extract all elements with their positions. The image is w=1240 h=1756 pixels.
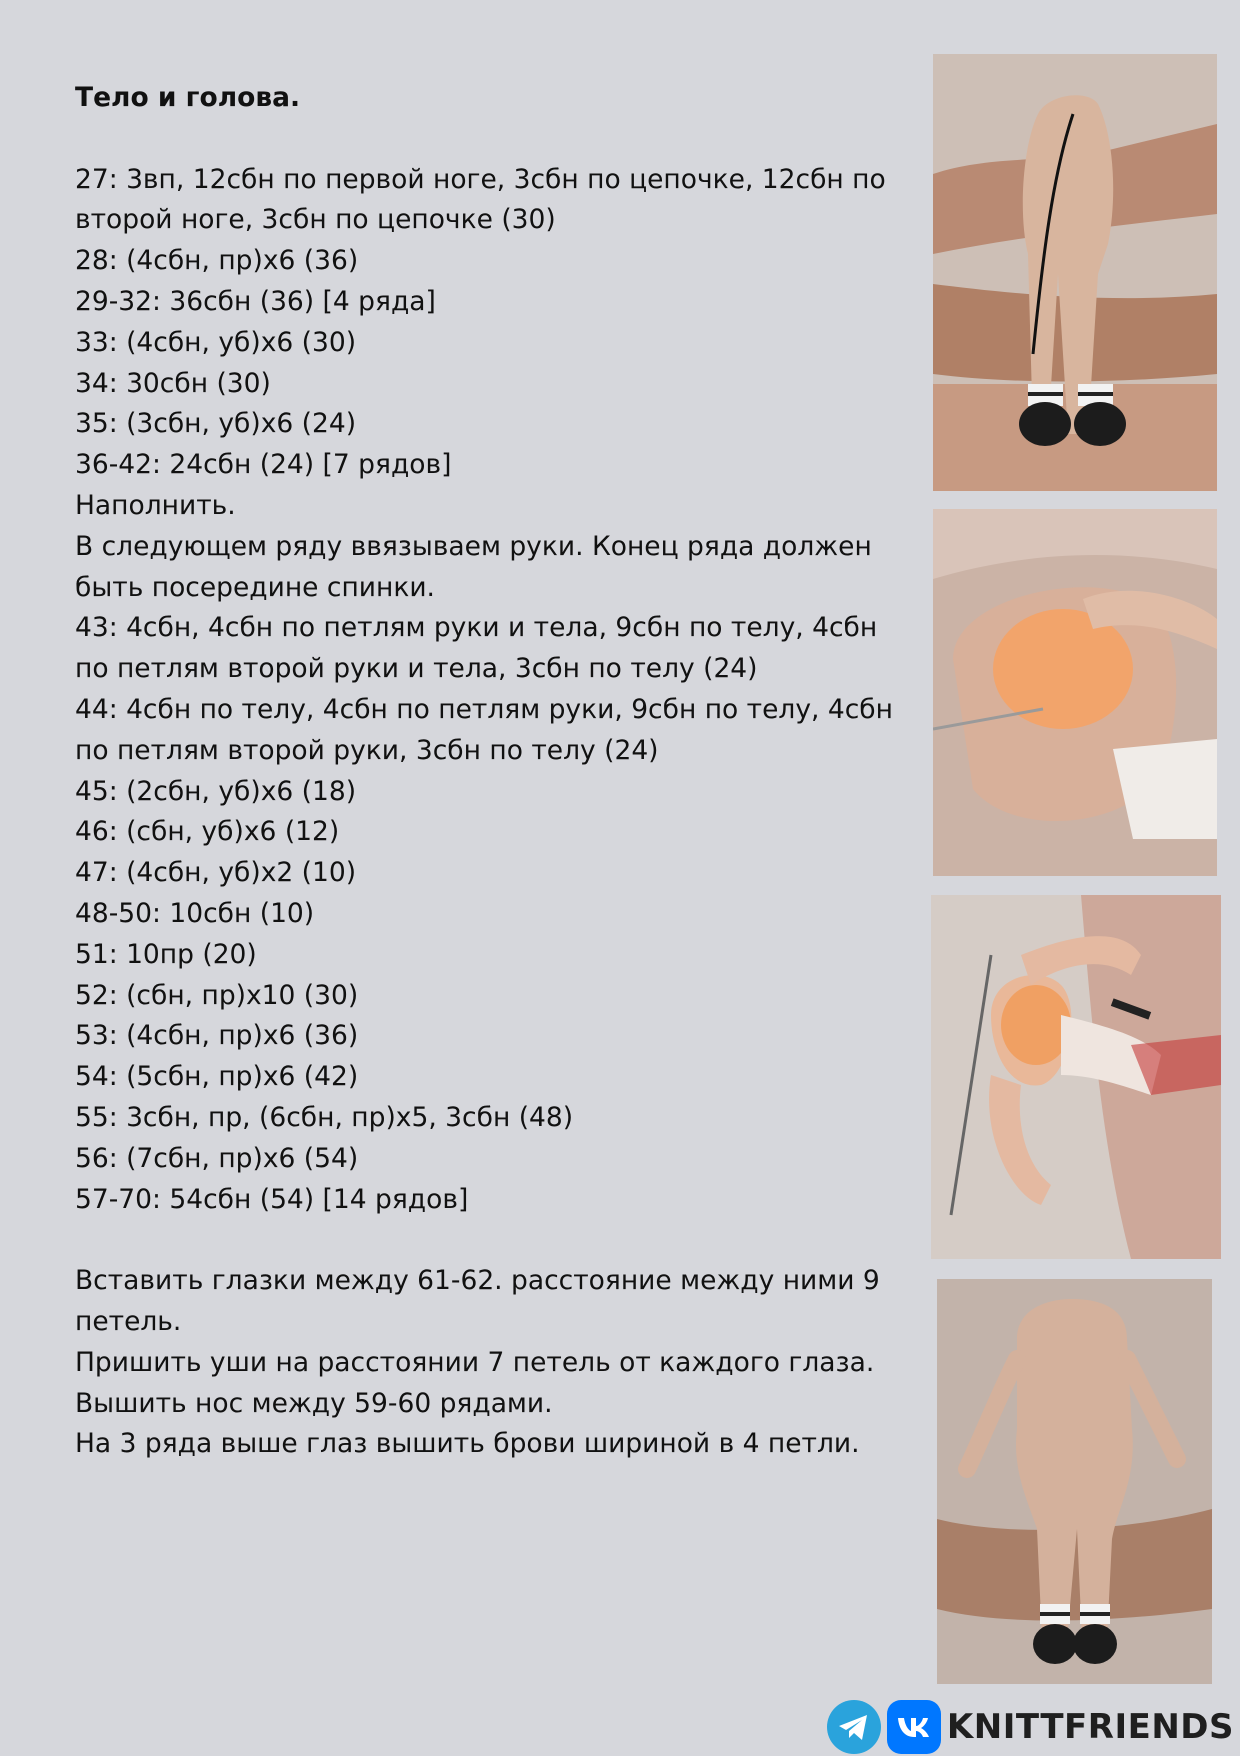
row-line: 47: (4сбн, уб)х2 (10) xyxy=(75,857,357,889)
note-line: Вышить нос между 59-60 рядами. xyxy=(75,1387,553,1419)
spacer xyxy=(75,1220,905,1261)
row-line: 44: 4сбн по телу, 4сбн по петлям руки, 9сбн по телу, 4сбн xyxy=(75,693,893,725)
notes-list xyxy=(75,1261,905,1465)
arm-stitching-photo xyxy=(931,895,1221,1259)
row-line: 34: 30сбн (30) xyxy=(75,367,271,399)
row-line: 52: (сбн, пр)х10 (30) xyxy=(75,979,359,1011)
row-line: 45: (2сбн, уб)х6 (18) xyxy=(75,775,357,807)
row-line: 35: (3сбн, уб)х6 (24) xyxy=(75,408,357,440)
row-line: 57-70: 54сбн (54) [14 рядов] xyxy=(75,1183,469,1215)
row-line: 46: (сбн, уб)х6 (12) xyxy=(75,816,340,848)
row-line: 51: 10пр (20) xyxy=(75,938,257,970)
vk-icon[interactable] xyxy=(887,1700,941,1754)
row-line: В следующем ряду ввязываем руки. Конец ряда должен xyxy=(75,530,872,562)
row-line: 55: 3сбн, пр, (6сбн, пр)х5, 3сбн (48) xyxy=(75,1101,574,1133)
telegram-icon[interactable] xyxy=(827,1700,881,1754)
row-line: 29-32: 36сбн (36) [4 ряда] xyxy=(75,285,436,317)
row-line: 28: (4сбн, пр)х6 (36) xyxy=(75,245,359,277)
row-line: 36-42: 24сбн (24) [7 рядов] xyxy=(75,449,452,481)
row-line: 54: (5сбн, пр)х6 (42) xyxy=(75,1061,359,1093)
note-line: Вставить глазки между 61-62. расстояние между ними 9 xyxy=(75,1265,880,1297)
row-line: по петлям второй руки и тела, 3сбн по телу (24) xyxy=(75,653,758,685)
pattern-text xyxy=(75,78,905,1465)
row-line: второй ноге, 3сбн по цепочке (30) xyxy=(75,204,556,236)
brand-name[interactable]: KNITTFRIENDS xyxy=(946,1707,1234,1747)
row-list xyxy=(75,160,905,1221)
finished-body-photo xyxy=(937,1279,1212,1684)
row-line: 56: (7сбн, пр)х6 (54) xyxy=(75,1142,359,1174)
note-line: Пришить уши на расстоянии 7 петель от каждого глаза. xyxy=(75,1346,875,1378)
row-line: Наполнить. xyxy=(75,489,236,521)
section-heading: Тело и голова. xyxy=(75,82,301,113)
row-line: 33: (4сбн, уб)х6 (30) xyxy=(75,326,357,358)
row-line: 53: (4сбн, пр)х6 (36) xyxy=(75,1020,359,1052)
row-line: быть посередине спинки. xyxy=(75,571,435,603)
row-line: 48-50: 10сбн (10) xyxy=(75,897,315,929)
note-line: петель. xyxy=(75,1305,182,1337)
note-line: На 3 ряда выше глаз вышить брови шириной в 4 петли. xyxy=(75,1428,860,1460)
row-line: 27: 3вп, 12сбн по первой ноге, 3сбн по цепочке, 12сбн по xyxy=(75,163,886,195)
row-line: по петлям второй руки, 3сбн по телу (24) xyxy=(75,734,659,766)
row-line: 43: 4сбн, 4сбн по петлям руки и тела, 9сбн по телу, 4сбн xyxy=(75,612,878,644)
arm-attach-photo xyxy=(933,509,1217,876)
footer-brand xyxy=(827,1700,1234,1754)
spacer xyxy=(75,119,905,160)
body-legs-photo xyxy=(933,54,1217,491)
